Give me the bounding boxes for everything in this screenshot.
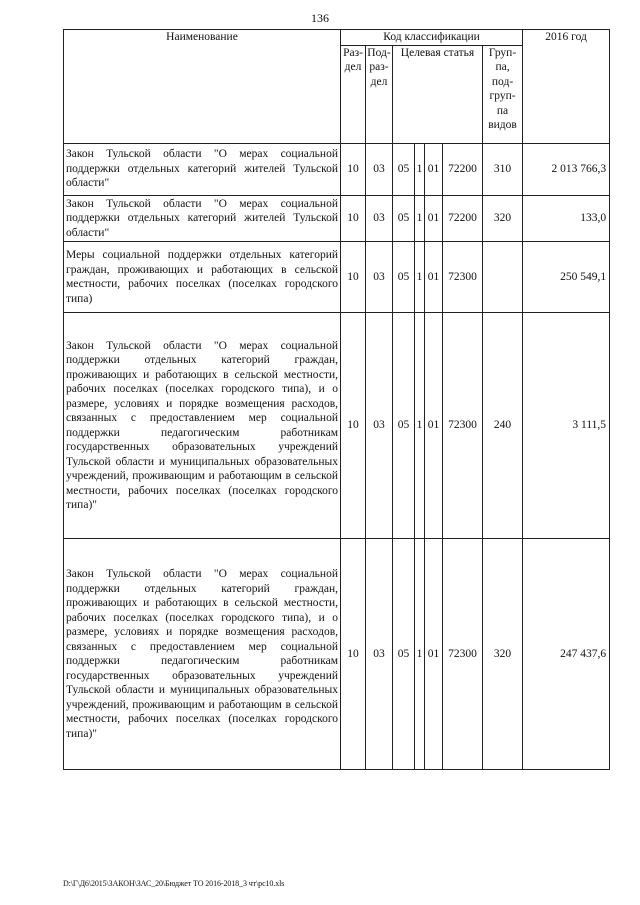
- row-subsection: 03: [366, 539, 393, 770]
- row-section: 10: [341, 539, 366, 770]
- header-group: Груп- па, под- груп- па видов: [483, 45, 523, 143]
- row-amount: 133,0: [523, 195, 610, 242]
- row-subsection: 03: [366, 195, 393, 242]
- row-section: 10: [341, 143, 366, 195]
- row-target-3: 01: [425, 313, 443, 539]
- row-section: 10: [341, 195, 366, 242]
- table-row: [64, 242, 610, 313]
- row-target-1: 05: [393, 242, 415, 313]
- row-group: 310: [483, 143, 523, 195]
- row-section: 10: [341, 313, 366, 539]
- row-group: 240: [483, 313, 523, 539]
- row-name: Закон Тульской области "О мерах социальной поддержки отдельных категорий жителей Тульской области": [64, 195, 341, 242]
- row-subsection: 03: [366, 242, 393, 313]
- row-target-3: 01: [425, 242, 443, 313]
- row-target-4: 72200: [443, 195, 483, 242]
- row-target-1: 05: [393, 143, 415, 195]
- row-name: Закон Тульской области "О мерах социальной поддержки отдельных категорий граждан, проживающих и работающих в сельской местности, рабочих поселках (поселках городского типа), и о размере, условиях и порядке возмещения расходов, связанных с предоставлением мер социальной поддержки педагогическим работникам государственных образовательных учреждений Тульской области и муниципальных образовательных учреждений, проживающим и работающим в сельской местности, рабочих поселках (поселках городского типа)": [64, 539, 341, 770]
- row-target-1: 05: [393, 195, 415, 242]
- row-target-4: 72200: [443, 143, 483, 195]
- row-target-2: 1: [415, 539, 425, 770]
- row-group: 320: [483, 195, 523, 242]
- row-amount: 247 437,6: [523, 539, 610, 770]
- row-amount: 3 111,5: [523, 313, 610, 539]
- table-row: [64, 143, 610, 195]
- header-code: Код классификации: [341, 30, 523, 46]
- header-target: Целевая статья: [393, 45, 483, 143]
- row-amount: 250 549,1: [523, 242, 610, 313]
- budget-table: [63, 29, 610, 770]
- row-subsection: 03: [366, 313, 393, 539]
- file-path-footer: D:\Г\Д6\2015\ЗАКОН\ЗАС_20\Бюджет ТО 2016-2018_3 чт\рс10.xls: [63, 879, 285, 888]
- header-name: Наименование: [64, 30, 341, 144]
- row-target-2: 1: [415, 313, 425, 539]
- row-target-2: 1: [415, 195, 425, 242]
- row-amount: 2 013 766,3: [523, 143, 610, 195]
- row-target-3: 01: [425, 195, 443, 242]
- page-number: 136: [311, 11, 329, 25]
- table-row: [64, 195, 610, 242]
- row-target-1: 05: [393, 313, 415, 539]
- table-row: [64, 313, 610, 539]
- row-group: [483, 242, 523, 313]
- table-header: [64, 30, 610, 144]
- row-target-4: 72300: [443, 539, 483, 770]
- row-target-4: 72300: [443, 242, 483, 313]
- row-name: Закон Тульской области "О мерах социальной поддержки отдельных категорий жителей Тульской области": [64, 143, 341, 195]
- table-row: [64, 539, 610, 770]
- row-name: Меры социальной поддержки отдельных категорий граждан, проживающих и работающих в сельской местности, рабочих поселках (поселках городского типа): [64, 242, 341, 313]
- header-section: Раз- дел: [341, 45, 366, 143]
- row-section: 10: [341, 242, 366, 313]
- row-target-2: 1: [415, 143, 425, 195]
- row-target-1: 05: [393, 539, 415, 770]
- row-target-4: 72300: [443, 313, 483, 539]
- row-name: Закон Тульской области "О мерах социальной поддержки отдельных категорий граждан, проживающих и работающих в сельской местности, рабочих поселках (поселках городского типа), и о размере, условиях и порядке возмещения расходов, связанных с предоставлением мер социальной поддержки педагогическим работникам государственных образовательных учреждений Тульской области и муниципальных образовательных учреждений, проживающим и работающим в сельской местности, рабочих поселках (поселках городского типа)": [64, 313, 341, 539]
- header-year: 2016 год: [523, 30, 610, 144]
- row-subsection: 03: [366, 143, 393, 195]
- row-target-3: 01: [425, 143, 443, 195]
- row-group: 320: [483, 539, 523, 770]
- row-target-3: 01: [425, 539, 443, 770]
- row-target-2: 1: [415, 242, 425, 313]
- header-subsection: Под- раз- дел: [366, 45, 393, 143]
